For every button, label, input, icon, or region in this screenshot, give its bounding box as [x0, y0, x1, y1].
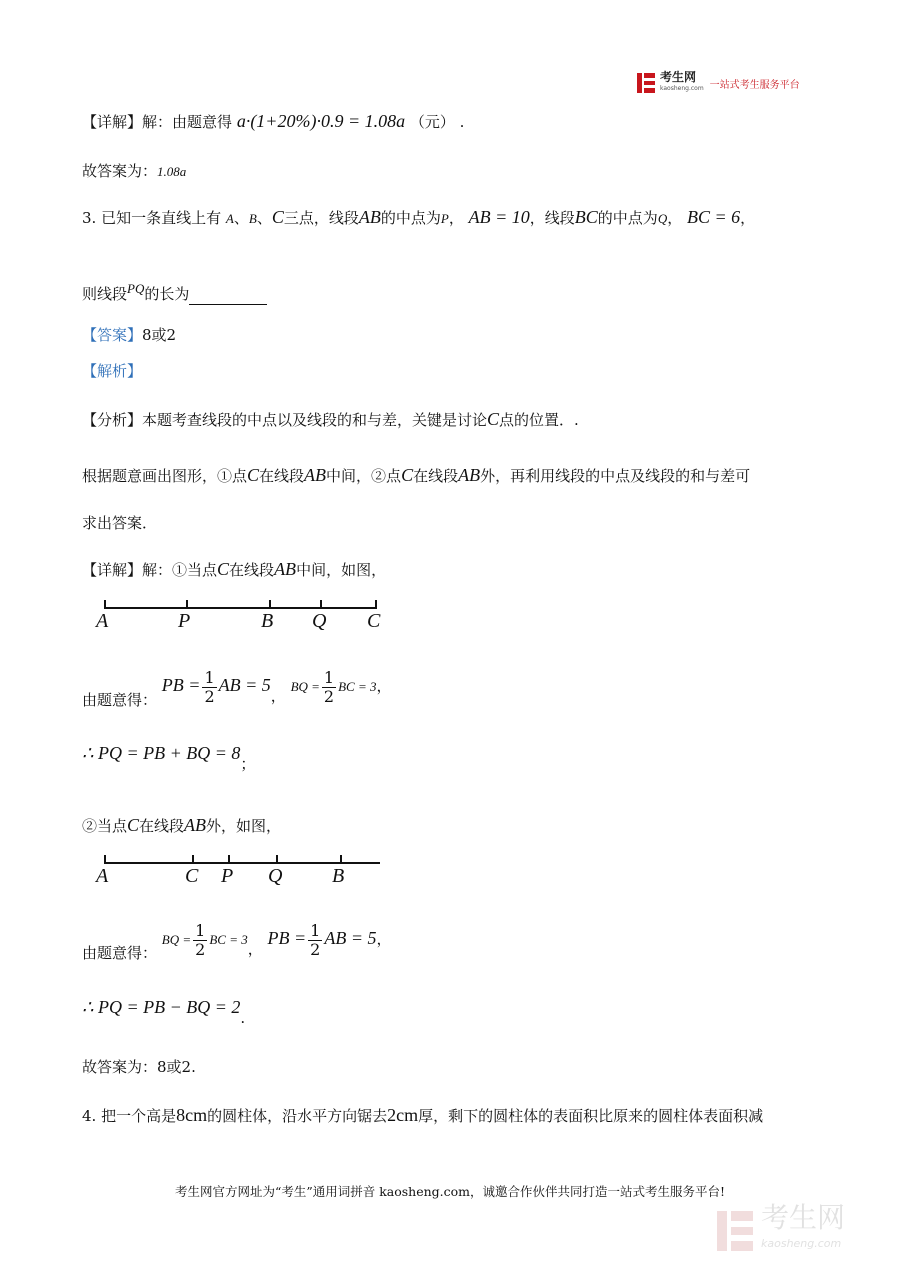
case1-text-2: 在线段: [229, 561, 275, 579]
q4-height: 8cm: [176, 1105, 208, 1125]
case1-equations: [82, 665, 392, 720]
case2-eq1-right: BC = 3: [209, 932, 248, 947]
case1-text-1: 解：①当点: [142, 561, 218, 579]
fraction-denominator: 2: [310, 939, 321, 959]
diagram1-label: Q: [312, 610, 327, 632]
q4-cut: 2cm: [387, 1105, 419, 1125]
case2-eq2-left: PB =: [267, 928, 307, 948]
q3-comma-2: ，: [667, 209, 683, 227]
detail-formula: a·(1+20%)·0.9 = 1.08a: [236, 111, 406, 131]
method-ab-1: AB: [304, 465, 327, 485]
detail-end: .: [459, 113, 465, 131]
point-q: Q: [657, 211, 668, 226]
watermark-logo-icon: [715, 1209, 755, 1253]
diagram1-tick: [269, 600, 271, 608]
detail-label: 【详解】: [82, 113, 143, 131]
segment-ab: AB: [358, 207, 381, 227]
case2-eq1-left: BQ =: [161, 932, 192, 947]
method-text-4: 在线段: [413, 467, 459, 485]
case1-text-3: 中间，如图，: [296, 561, 387, 579]
watermark: [715, 1201, 846, 1257]
case2-text-2: 在线段: [139, 817, 185, 835]
point-p: P: [440, 211, 449, 226]
q3-line2-pre: 则线段: [82, 285, 128, 303]
case2-result-end: .: [240, 1009, 246, 1027]
q3-sep-1: 、: [233, 209, 249, 227]
question-number: 3.: [82, 209, 97, 227]
case1-point-c: C: [217, 559, 230, 579]
q3-comma-1: ，: [448, 209, 464, 227]
q3-text-1: 已知一条直线上有: [101, 209, 222, 227]
case1-eq2-fraction: [322, 669, 336, 706]
case1-label: 【详解】: [82, 561, 143, 579]
method-text-1: 根据题意画出图形，①点: [82, 467, 248, 485]
fraction-denominator: 2: [195, 939, 206, 959]
diagram2-label: B: [332, 865, 345, 887]
method-point-c-2: C: [401, 465, 414, 485]
logo-icon: [636, 72, 656, 94]
case2-line: [82, 814, 281, 837]
logo-sub: kaosheng.com: [660, 85, 704, 92]
q3-sep-2: 、: [256, 209, 272, 227]
q3-comma-3: ，: [740, 209, 756, 227]
diagram1-label: B: [261, 610, 274, 632]
method-ab-2: AB: [458, 465, 481, 485]
detail-prefix: 解：由题意得: [142, 113, 233, 131]
q3-text-3: 的中点为: [380, 209, 441, 227]
answer-line: [82, 324, 176, 346]
method-line-1: [82, 464, 750, 487]
case1-eq1-fraction: [202, 669, 216, 706]
question-3-line2: [82, 278, 267, 305]
final-answer-line: [82, 1056, 196, 1078]
question-number: 4.: [82, 1107, 97, 1125]
fenxi-text-2: 点的位置．.: [499, 411, 579, 429]
fraction-denominator: 2: [204, 686, 215, 706]
case1-eq2-left: BQ =: [290, 679, 320, 694]
diagram1-label: C: [367, 610, 381, 632]
case1-result-eq: ∴ PQ = PB + BQ = 8: [82, 743, 241, 763]
point-b: B: [248, 211, 257, 226]
case2-eq2-fraction: [308, 922, 322, 959]
case2-result-eq: ∴ PQ = PB − BQ = 2: [82, 997, 241, 1017]
detail-unit: （元）: [409, 113, 455, 131]
case1-result-end: ；: [240, 755, 256, 773]
point-c: C: [271, 207, 284, 227]
case2-result: [82, 996, 245, 1029]
fraction-denominator: 2: [323, 686, 335, 706]
eq-ab: AB = 10: [468, 207, 530, 227]
case1-eq1-left: PB =: [161, 675, 201, 695]
case2-given: 由题意得：: [82, 944, 158, 962]
fraction-numerator: 1: [204, 667, 215, 687]
diagram1-label: P: [178, 610, 191, 632]
diagram1-tick: [104, 600, 106, 608]
fenxi-label: 【分析】: [82, 411, 143, 429]
segment-pq: PQ: [127, 281, 145, 296]
diagram2-line: [104, 862, 380, 864]
question-3-stem: [82, 206, 755, 230]
method-text-5: 外，再利用线段的中点及线段的和与差可: [480, 467, 751, 485]
prev-answer-line: [82, 160, 186, 183]
diagram2-label: Q: [268, 865, 283, 887]
case2-end: ，: [376, 930, 392, 948]
q4-text-1: 把一个高是: [101, 1107, 177, 1125]
case1-end: ，: [376, 677, 392, 695]
detail-line: [82, 110, 464, 133]
diagram1-tick: [375, 600, 377, 608]
point-a: A: [225, 211, 234, 226]
method-line-2: 求出答案．: [82, 514, 158, 532]
diagram1-tick: [186, 600, 188, 608]
method-text-3: 中间，②点: [326, 467, 402, 485]
method-text-2: 在线段: [259, 467, 305, 485]
diagram2-tick: [104, 855, 106, 863]
header-logo[interactable]: [636, 72, 800, 94]
diagram1-label: A: [96, 610, 109, 632]
diagram1-tick: [320, 600, 322, 608]
answer-value: 8或2: [142, 326, 177, 344]
fraction-numerator: 1: [323, 667, 335, 687]
diagram2-tick: [192, 855, 194, 863]
case1-eq2-right: BC = 3: [338, 679, 377, 694]
diagram2-tick: [276, 855, 278, 863]
prev-answer-prefix: 故答案为：: [82, 162, 158, 180]
case2-sep: ，: [247, 940, 263, 958]
final-answer-value: 8或2: [157, 1058, 192, 1076]
diagram2-tick: [340, 855, 342, 863]
fraction-numerator: 1: [195, 920, 206, 940]
case2-point-c: C: [127, 815, 140, 835]
q4-text-3: 厚，剩下的圆柱体的表面积比原来的圆柱体表面积减: [418, 1107, 764, 1125]
q3-text-5: 的中点为: [597, 209, 658, 227]
q3-text-4: ，线段: [529, 209, 575, 227]
case2-text-1: ②当点: [82, 817, 128, 835]
fenxi-point-c: C: [487, 409, 500, 429]
watermark-sub: kaosheng.com: [761, 1237, 842, 1250]
final-answer-end: .: [191, 1058, 196, 1076]
fenxi-line: [82, 408, 579, 431]
case1-sep: ，: [270, 687, 286, 705]
case1-line: [82, 558, 386, 581]
q4-text-2: 的圆柱体，沿水平方向锯去: [207, 1107, 388, 1125]
logo-slogan: 一站式考生服务平台: [709, 79, 800, 91]
case1-result: [82, 742, 255, 775]
diagram2-label: P: [221, 865, 234, 887]
footer-text: 考生网官方网址为“考生”通用词拼音 kaosheng.com，诚邀合作伙伴共同打造一站式考生服务平台!: [174, 1184, 726, 1199]
fenxi-text-1: 本题考查线段的中点以及线段的和与差，关键是讨论: [142, 411, 488, 429]
case1-eq1-right: AB = 5: [218, 675, 271, 695]
diagram2-label: A: [96, 865, 109, 887]
prev-answer-value: 1.08a: [157, 164, 187, 179]
case2-eq2-right: AB = 5: [324, 928, 377, 948]
final-answer-prefix: 故答案为：: [82, 1058, 158, 1076]
diagram1-line: [104, 607, 377, 609]
case2-ab: AB: [184, 815, 207, 835]
logo-text: 考生网: [660, 70, 697, 84]
segment-bc: BC: [574, 207, 598, 227]
case1-ab: AB: [274, 559, 297, 579]
method-point-c-1: C: [247, 465, 260, 485]
answer-blank: [189, 288, 267, 305]
diagram2-label: C: [185, 865, 199, 887]
analysis-label: 【解析】: [82, 362, 143, 380]
q3-text-2: 三点，线段: [283, 209, 359, 227]
case1-given: 由题意得：: [82, 691, 158, 709]
case2-text-3: 外，如图，: [206, 817, 282, 835]
fraction-numerator: 1: [310, 920, 321, 940]
eq-bc: BC = 6: [687, 207, 741, 227]
q3-line2-post: 的长为: [144, 285, 190, 303]
case2-equations: [82, 918, 392, 973]
watermark-text: 考生网: [761, 1201, 846, 1234]
diagram2-tick: [228, 855, 230, 863]
answer-label: 【答案】: [82, 326, 143, 344]
question-4-stem: [82, 1104, 763, 1127]
case2-eq1-fraction: [193, 922, 207, 959]
